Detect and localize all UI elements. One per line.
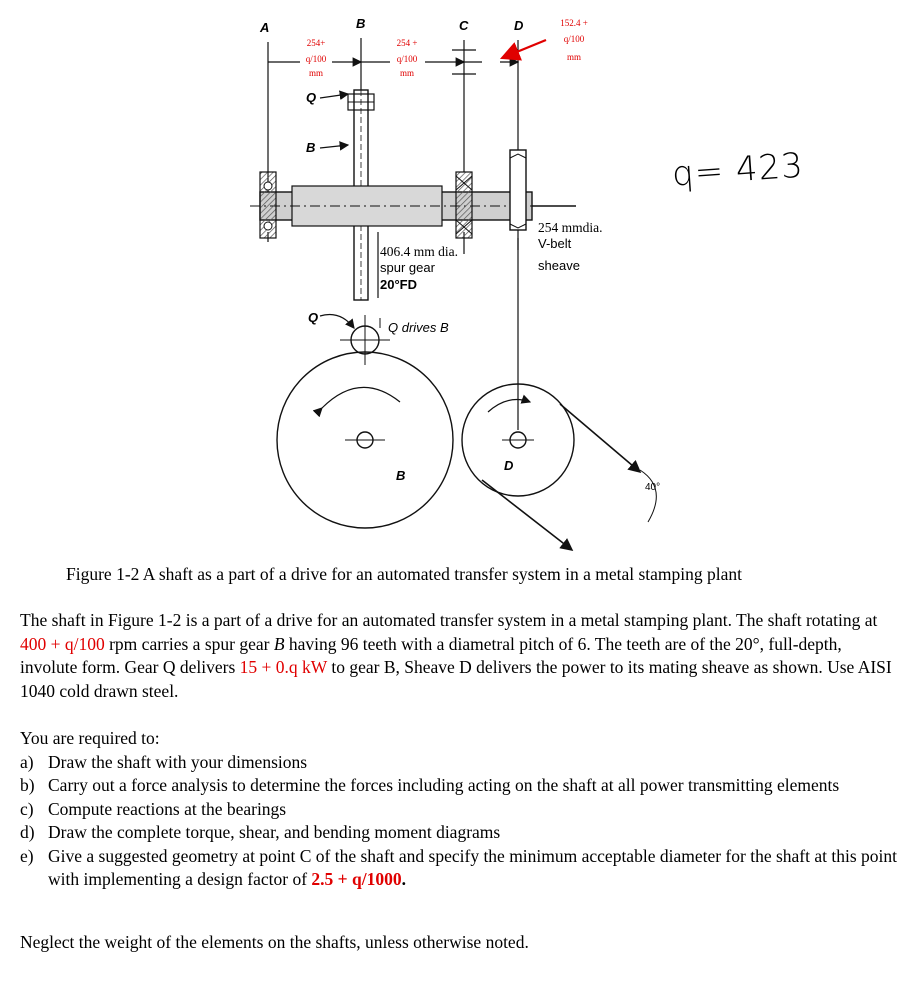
bearing-c <box>456 172 472 238</box>
gear-b-ref: B <box>273 633 285 654</box>
sheave-note-line3: sheave <box>538 258 580 273</box>
sheave-note-line2: V-belt <box>538 236 572 251</box>
task-b: b) Carry out a force analysis to determine the forces including acting on the shaft at all power transmitting elements <box>20 775 840 795</box>
dim3-line2: q/100 <box>563 34 585 44</box>
gear-note-line1: 406.4 mm dia. <box>380 244 458 259</box>
label-q-bottom: Q <box>308 310 319 325</box>
neglect-note: Neglect the weight of the elements on the shafts, unless otherwise noted. <box>20 932 529 952</box>
figure-caption: Figure 1-2 A shaft as a part of a drive for an automated transfer system in a metal stamping plant <box>66 564 742 584</box>
gear-b-view <box>277 352 453 528</box>
label-b: B <box>356 16 366 31</box>
label-b-left: B <box>306 140 316 155</box>
task-d: d) Draw the complete torque, shear, and bending moment diagrams <box>20 822 501 842</box>
power-value: 15 + 0.q kW <box>239 657 327 677</box>
dim2-line3: mm <box>399 68 415 78</box>
dim1-line2: q/100 <box>305 54 327 64</box>
label-q-top: Q <box>306 90 317 105</box>
task-a: a) Draw the shaft with your dimensions <box>20 751 308 772</box>
label-b-bottom: B <box>396 468 406 483</box>
bearing-a <box>260 172 276 238</box>
label-d: D <box>514 18 524 33</box>
label-d-bottom: D <box>504 458 514 473</box>
dim3-line1: 152.4 + <box>560 18 588 28</box>
drive-note: Q drives B <box>388 320 449 335</box>
sheave-note-line1: 254 mmdia. <box>538 220 603 235</box>
dim1-line3: mm <box>308 68 324 78</box>
shaft-drive-figure <box>220 10 700 552</box>
requirements-intro: You are required to: <box>20 728 160 748</box>
shaft <box>250 186 576 226</box>
task-c: c) Compute reactions at the bearings <box>20 798 287 819</box>
dim1-line1: 254+ <box>306 38 326 48</box>
label-a: A <box>260 20 270 35</box>
design-factor: 2.5 + q/1000 <box>311 869 402 889</box>
gear-note-line2: spur gear <box>380 260 435 275</box>
dim3-line3: mm <box>566 52 582 62</box>
rpm-value: 400 + q/100 <box>20 633 105 654</box>
dim2-line2: q/100 <box>396 54 418 64</box>
problem-statement: The shaft in Figure 1-2 is a part of a drive for an automated transfer system in a metal stamping plant. The shaft rotating at 400 + q/100 rpm carries a spur gear B having 96 teeth with a diametral pitch of 6. The teeth are of the 20°, full-depth, involute form. Gear Q delivers 15 + 0.q kW to gear B, Sheave D delivers the power to its mating sheave as shown. Use AISI 1040 cold drawn steel. <box>20 610 892 701</box>
label-c: C <box>459 18 469 33</box>
angle-label: 40° <box>645 482 661 493</box>
handwritten-q-value: q= 423 <box>670 145 806 195</box>
gear-note-line3: 20°FD <box>380 277 417 292</box>
task-e: e) Give a suggested geometry at point C of the shaft and specify the minimum acceptable diameter for the shaft at this point with implementing a design factor of 2.5 + q/1000. <box>20 845 897 889</box>
dim2-line1: 254 + <box>396 38 418 48</box>
red-arrow <box>502 40 546 58</box>
sheave-d-view <box>462 384 656 550</box>
requirements <box>20 727 900 892</box>
